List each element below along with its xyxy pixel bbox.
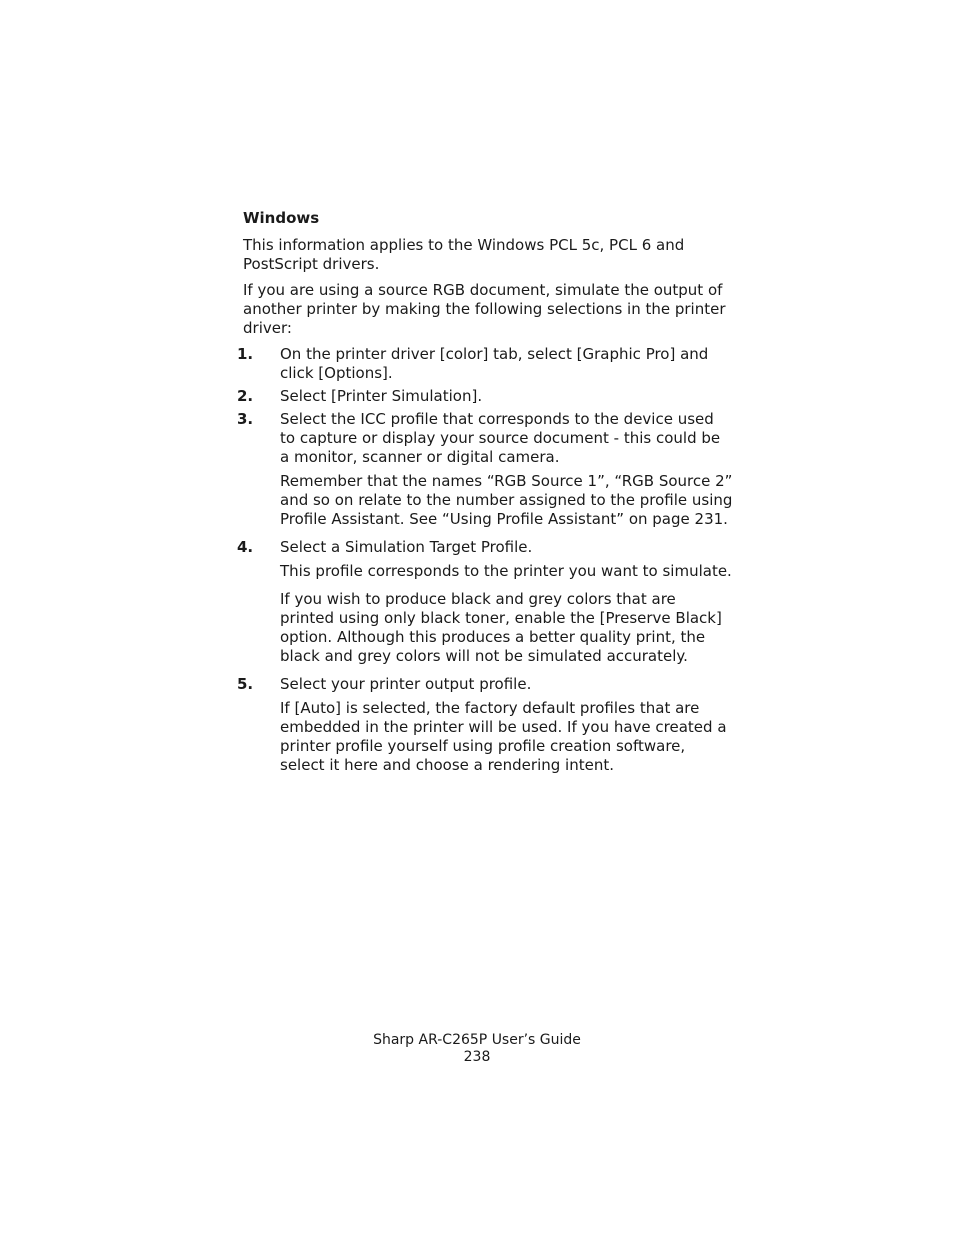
step-text: Select [Printer Simulation]. — [280, 387, 483, 405]
step-item — [237, 410, 733, 529]
step-note: If you wish to produce black and grey colors that are printed using only black toner, enable the [Preserve Black] option. Although this produces a better quality print, the black and grey colors will not be simulated accurately. — [280, 590, 722, 665]
step-note: This profile corresponds to the printer you want to simulate. — [280, 562, 732, 580]
step-item — [237, 345, 733, 383]
step-number: 3. — [237, 410, 254, 428]
footer-title: Sharp AR-C265P User’s Guide — [373, 1032, 581, 1048]
step-text: Select a Simulation Target Profile. — [280, 538, 533, 556]
step-item — [237, 387, 733, 406]
step-number: 1. — [237, 345, 254, 363]
step-text: Select the ICC profile that corresponds to the device used to capture or display your source document - this could be a monitor, scanner or digital camera. — [280, 410, 721, 466]
page-number: 238 — [463, 1049, 491, 1065]
step-item — [237, 538, 733, 666]
steps-list — [237, 345, 733, 775]
instructions-paragraph: If you are using a source RGB document, simulate the output of another printer by making the following selections in the printer driver: — [243, 281, 726, 337]
page-content — [237, 208, 733, 779]
page-footer — [0, 1032, 954, 1066]
step-note: If [Auto] is selected, the factory default profiles that are embedded in the printer will be used. If you have created a printer profile yourself using profile creation software, select it here and choose a rendering intent. — [280, 699, 727, 774]
step-text: On the printer driver [color] tab, select [Graphic Pro] and click [Options]. — [280, 345, 709, 382]
step-item — [237, 675, 733, 775]
step-number: 4. — [237, 538, 254, 556]
step-note: Remember that the names “RGB Source 1”, “RGB Source 2” and so on relate to the number assigned to the profile using Profile Assistant. See “Using Profile Assistant” on page 231. — [280, 472, 733, 528]
step-text: Select your printer output profile. — [280, 675, 532, 693]
step-number: 2. — [237, 387, 254, 405]
step-number: 5. — [237, 675, 254, 693]
intro-paragraph: This information applies to the Windows PCL 5c, PCL 6 and PostScript drivers. — [243, 236, 685, 273]
section-heading: Windows — [243, 209, 320, 227]
